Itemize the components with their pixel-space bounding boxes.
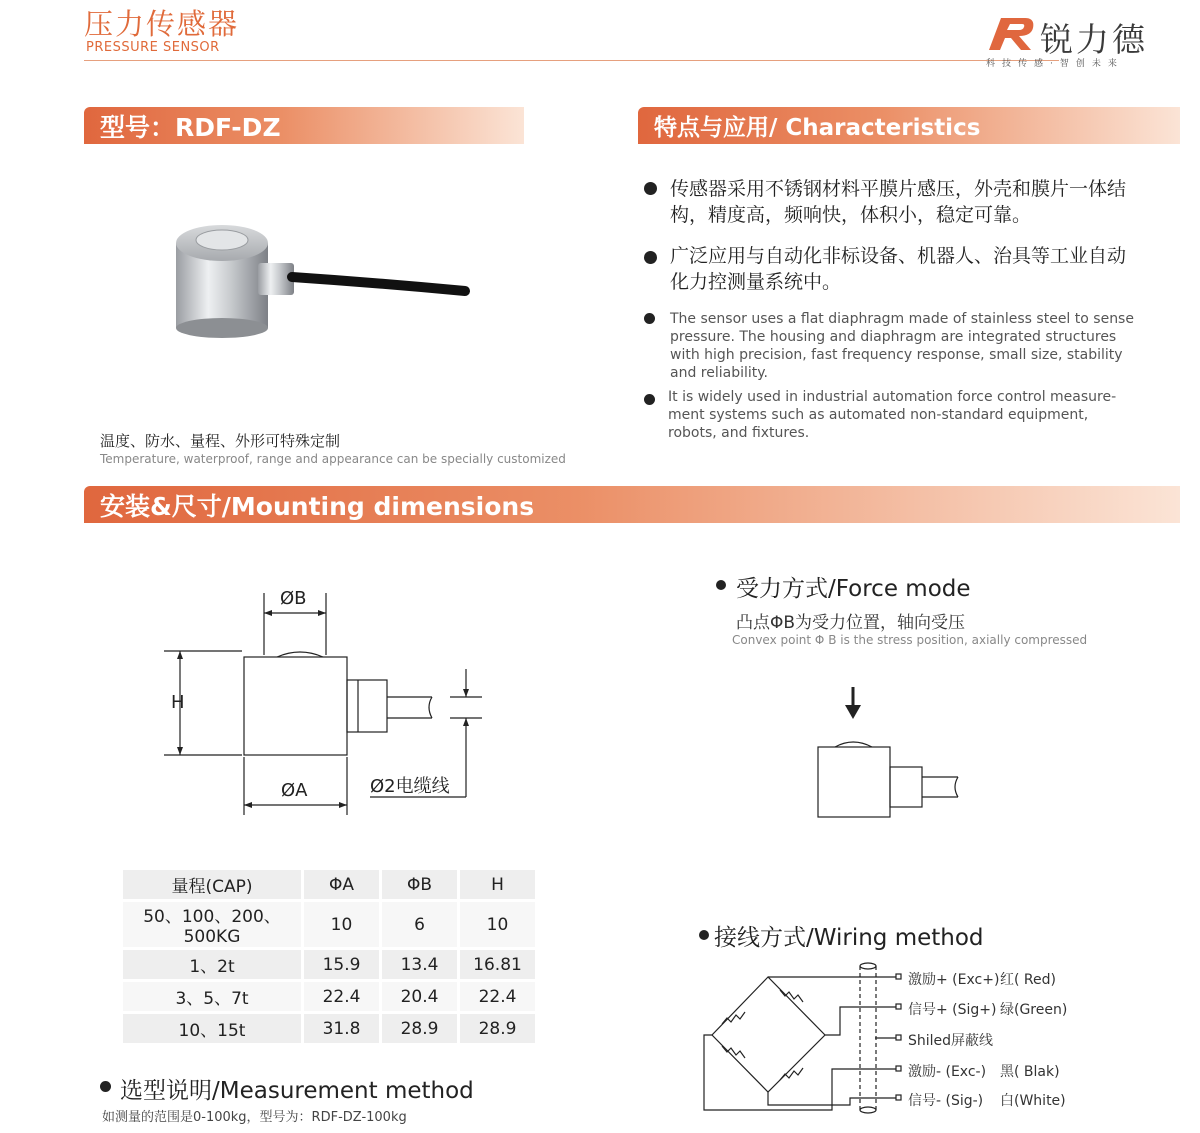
wire-color-white: 白(White) (1000, 1093, 1066, 1109)
model-label: 型号：RDF-DZ (100, 112, 281, 142)
measurement-text: 如测量的范围是0-100kg，型号为：RDF-DZ-100kg (102, 1110, 407, 1125)
spec-table (120, 867, 538, 1046)
table-cell: 6 (382, 902, 457, 947)
wire-color-green: 绿(Green) (1000, 1002, 1068, 1018)
table-cell: 22.4 (460, 982, 535, 1011)
mounting-heading: 安装&尺寸/Mounting dimensions (100, 491, 535, 521)
table-header: ΦB (382, 870, 457, 899)
wiring-diagram (700, 960, 910, 1115)
page-title: 压力传感器 (84, 7, 240, 41)
table-row (123, 902, 535, 947)
force-mode-text-en: Convex point Φ B is the stress position, axially compressed (732, 633, 1088, 647)
table-cell: 31.8 (304, 1014, 379, 1043)
feature-cn-1: 传感器采用不锈钢材料平膜片感压，外壳和膜片一体结构，精度高，频响快，体积小，稳定可靠。 (670, 178, 1127, 226)
mounting-band (84, 486, 1180, 523)
brand-name: 锐力德 (1040, 20, 1148, 59)
force-mode-heading: 受力方式/Force mode (736, 576, 971, 602)
table-header: H (460, 870, 535, 899)
dim-label-cable: Ø2电缆线 (370, 776, 450, 797)
table-cell: 10、15t (123, 1014, 301, 1043)
table-row (123, 950, 535, 979)
table-cell: 50、100、200、500KG (123, 902, 301, 947)
wiring-heading: 接线方式/Wiring method (714, 925, 984, 951)
wire-color-black: 黑( Blak) (1000, 1064, 1060, 1080)
table-cell: 16.81 (460, 950, 535, 979)
bullet-icon (716, 580, 726, 590)
wire-label-sig-minus: 信号- (Sig-) (908, 1093, 984, 1109)
customization-text-cn: 温度、防水、量程、外形可特殊定制 (100, 432, 341, 450)
table-row (123, 1014, 535, 1043)
bullet-icon (644, 182, 657, 195)
wire-color-red: 红( Red) (1000, 972, 1056, 988)
measurement-heading: 选型说明/Measurement method (120, 1078, 474, 1104)
table-cell: 1、2t (123, 950, 301, 979)
page-subtitle: PRESSURE SENSOR (86, 40, 220, 55)
dim-label-b: ØB (280, 588, 307, 609)
table-header: 量程(CAP) (123, 870, 301, 899)
characteristics-band (638, 107, 1180, 144)
brand-logo-icon (985, 14, 1037, 54)
table-cell: 20.4 (382, 982, 457, 1011)
bullet-icon (644, 251, 657, 264)
table-cell: 28.9 (382, 1014, 457, 1043)
title-divider (84, 60, 1059, 61)
table-cell: 28.9 (460, 1014, 535, 1043)
force-mode-diagram (810, 685, 970, 820)
bullet-icon (644, 313, 655, 324)
table-header-row (123, 870, 535, 899)
wire-label-shield: Shiled屏蔽线 (908, 1033, 994, 1049)
table-cell: 3、5、7t (123, 982, 301, 1011)
table-row (123, 982, 535, 1011)
feature-en-2: It is widely used in industrial automation force control measure-ment systems such as automated non-standard equipment, robots, and fixtures. (668, 389, 1117, 441)
table-cell: 22.4 (304, 982, 379, 1011)
characteristics-heading: 特点与应用/ Characteristics (654, 115, 981, 141)
table-cell: 15.9 (304, 950, 379, 979)
model-band (84, 107, 524, 144)
wire-label-exc-minus: 激励- (Exc-) (908, 1064, 987, 1080)
force-mode-text-cn: 凸点ΦB为受力位置，轴向受压 (736, 613, 966, 633)
customization-text-en: Temperature, waterproof, range and appearance can be specially customized (100, 452, 566, 466)
feature-en-1: The sensor uses a flat diaphragm made of stainless steel to sense pressure. The housing and diaphragm are integrated structures with high precision, fast frequency response, small size, stability and reliability. (670, 311, 1134, 381)
bullet-icon (100, 1081, 111, 1092)
table-cell: 10 (304, 902, 379, 947)
table-header: ΦA (304, 870, 379, 899)
product-photo (160, 215, 480, 345)
feature-cn-2: 广泛应用与自动化非标设备、机器人、治具等工业自动化力控测量系统中。 (670, 245, 1127, 293)
bullet-icon (699, 930, 709, 940)
brand-slogan: 科技传感·智创未来 (986, 59, 1124, 69)
bullet-icon (644, 394, 655, 405)
wire-label-sig-plus: 信号+ (Sig+) (908, 1002, 997, 1018)
table-cell: 13.4 (382, 950, 457, 979)
dim-label-a: ØA (281, 780, 308, 801)
table-cell: 10 (460, 902, 535, 947)
dim-label-h: H (171, 692, 185, 713)
wire-label-exc-plus: 激励+ (Exc+) (908, 972, 1000, 988)
